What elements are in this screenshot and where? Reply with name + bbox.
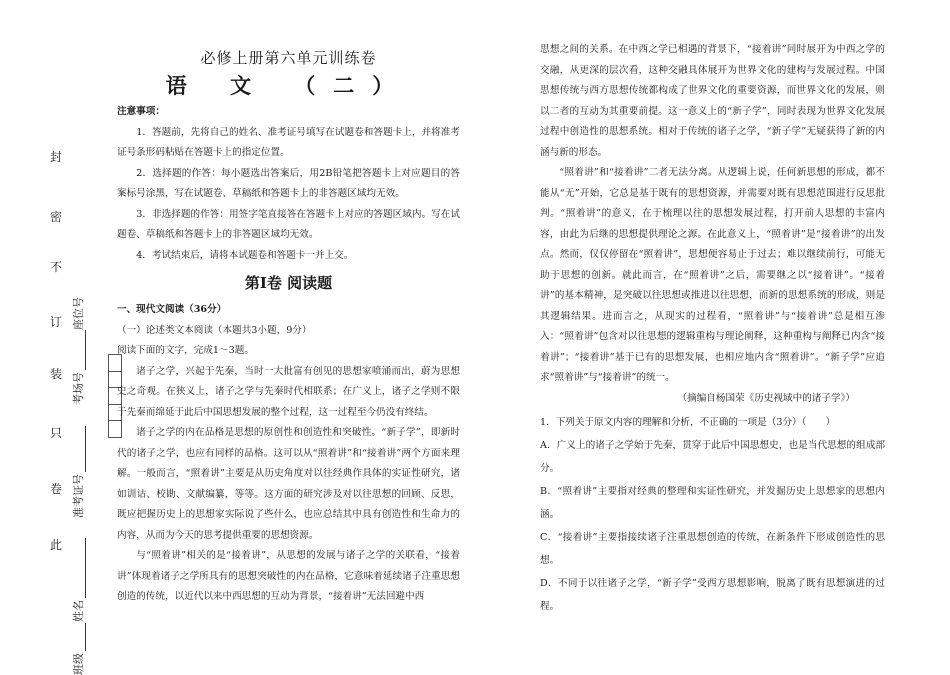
passage-paragraph: 诸子之学，兴起于先秦，当时一大批富有创见的思想家喷涌而出，蔚为思想史之奇观。在狭义上，诸子之学与先秦时代相联系；在广义上，诸子之学则不限于先秦而绵延于此后中国思想发展的整个过程，这一过程至今仍没有终结。 [117,365,460,418]
seal-char: 不 [50,260,63,274]
section-title: 第Ⅰ卷 阅读题 [244,274,333,292]
option-d: D．不同于以往诸子之学，“新子学”受西方思想影响，脱离了既有思想演进的过程。 [540,577,885,612]
class-field [70,623,86,675]
ticket-field [70,426,86,518]
passage-paragraph: 诸子之学的内在品格是思想的原创性和创造性和突破性。“新子学”，即新时代的诸子之学，也应有同样的品格。这可以从“照着讲”和“接着讲”两个方面来理解。一般而言，“照着讲”主要是从历史角度对以往经典作具体的实证性研究，诸如训诂、校勘、文献编纂，等等。这方面的研究涉及对以往思想的回顾、反思，既应把握历史上的思想家实际说了些什么，也应总结其中具有创造性和生命力的内容，从而为今天的思考提供重要的思想资源。 [117,427,460,541]
seal-char: 装 [50,367,63,381]
note-item: 1．答题前，先将自己的姓名、准考证号填写在试题卷和答题卡上，并将准考证号条形码粘贴在答题卡上的指定位置。 [117,126,460,158]
seal-char: 订 [50,315,63,329]
exam-room-label: 考场号 [72,372,85,405]
name-field [70,538,86,622]
passage-paragraph: 与“照着讲”相关的是“接着讲”，从思想的发展与诸子之学的关联看，“接着讲”体现着诸子之学所具有的思想突破性的内在品格，它意味着延续诸子注重思想创造的传统，以近代以来中西思想的互动为背景，“接着讲”无法回避中西 [117,550,460,602]
note-item: 2．选择题的作答：每小题选出答案后，用2B铅笔把答题卡上对应题目的答案标号涂黑，写在试题卷、草稿纸和答题卡上的非答题区域均无效。 [117,167,460,199]
right-column [540,40,885,618]
document-title: 必修上册第六单元训练卷 [200,49,377,67]
seal-char: 此 [50,538,63,552]
note-item: 4．考试结束后，请将本试题卷和答题卡一并上交。 [136,249,354,261]
option-a: A．广义上的诸子之学始于先秦，贯穿于此后中国思想史，也是当代思想的组成部分。 [540,439,885,474]
subpart-heading: （一）论述类文本阅读（本题共3小题，9分） [117,324,312,336]
seat-label: 座位号 [72,297,85,330]
seal-char: 卷 [50,482,63,496]
seal-char: 密 [50,210,63,224]
seat-field [70,297,86,330]
exam-room-field [70,330,86,405]
binding-margin [40,60,110,675]
option-c: C．“接着讲”主要指接续诸子注重思想创造的传统，在新条件下形成创造性的思想。 [540,531,885,566]
note-item: 3．非选择题的作答：用签字笔直接答在答题卡上对应的答题区域内。写在试题卷、草稿纸和答题卡上的非答题区域均无效。 [117,208,460,240]
subject-title: 语 文 （二） [165,73,412,98]
passage-source: （摘编自杨国荣《历史视域中的诸子学》） [677,392,855,404]
seal-char: 封 [50,150,63,164]
ticket-label: 准考证号 [72,474,85,518]
question-stem: 1．下列关于原文内容的理解和分析，不正确的一项是（3分）（ ） [540,417,836,428]
seal-char: 只 [50,426,63,440]
reading-instruction: 阅读下面的文字，完成1～3题。 [117,345,254,356]
option-b: B．“照着讲”主要指对经典的整理和实证性研究，并发掘历史上思想家的思想内涵。 [540,485,885,520]
part-heading: 一、现代文阅读（36分） [117,304,227,315]
notes-heading: 注意事项： [117,106,165,117]
class-label: 班级 [72,653,85,675]
name-label: 姓名 [72,600,85,622]
left-column [117,40,460,608]
passage-paragraph: “照着讲”和“接着讲”二者无法分离。从逻辑上说，任何新思想的形成，都不能从“无”开始，它总是基于既有的思想资源，并需要对既有思想范围进行反思批判。“照着讲”的意义，在于梳理以往的思想发展过程，打开前人思想的丰富内容，由此为后继的思想提供理论之源。在此意义上，“照着讲”是“接着讲”的出发点。然而，仅仅停留在“照着讲”，思想便容易止于过去；难以继续前行，可能无助于思想的创新。就此而言，在“照着讲”之后，需要继之以“接着讲”。“接着讲”的基本精神，是突破以往思想或推进以往思想，而新的思想系统的形成，则是其逻辑结果。进而言之，从现实的过程看，“照着讲”与“接着讲”总是相互渗入：“照着讲”包含对以往思想的逻辑重构与理论阐释，这种重构与阐释已内含“接着讲”；“接着讲”基于已有的思想发展，也相应地内含“照着讲”。“新子学”应追求“照着讲”与“接着讲”的统一。 [540,167,885,383]
passage-paragraph: 思想之间的关系。在中西之学已相遇的背景下，“接着讲”同时展开为中西之学的交融，从更深的层次看，这种交融具体展开为世界文化的建构与发展过程。中国思想传统与西方思想传统都构成了世界文化的重要资源，而世界文化的发展，则以二者的互动为其重要前提。这一意义上的“新子学”，同时表现为世界文化发展过程中创造性的思想系统。相对于传统的诸子之学，“新子学”无疑获得了新的内涵与新的形态。 [540,44,885,158]
